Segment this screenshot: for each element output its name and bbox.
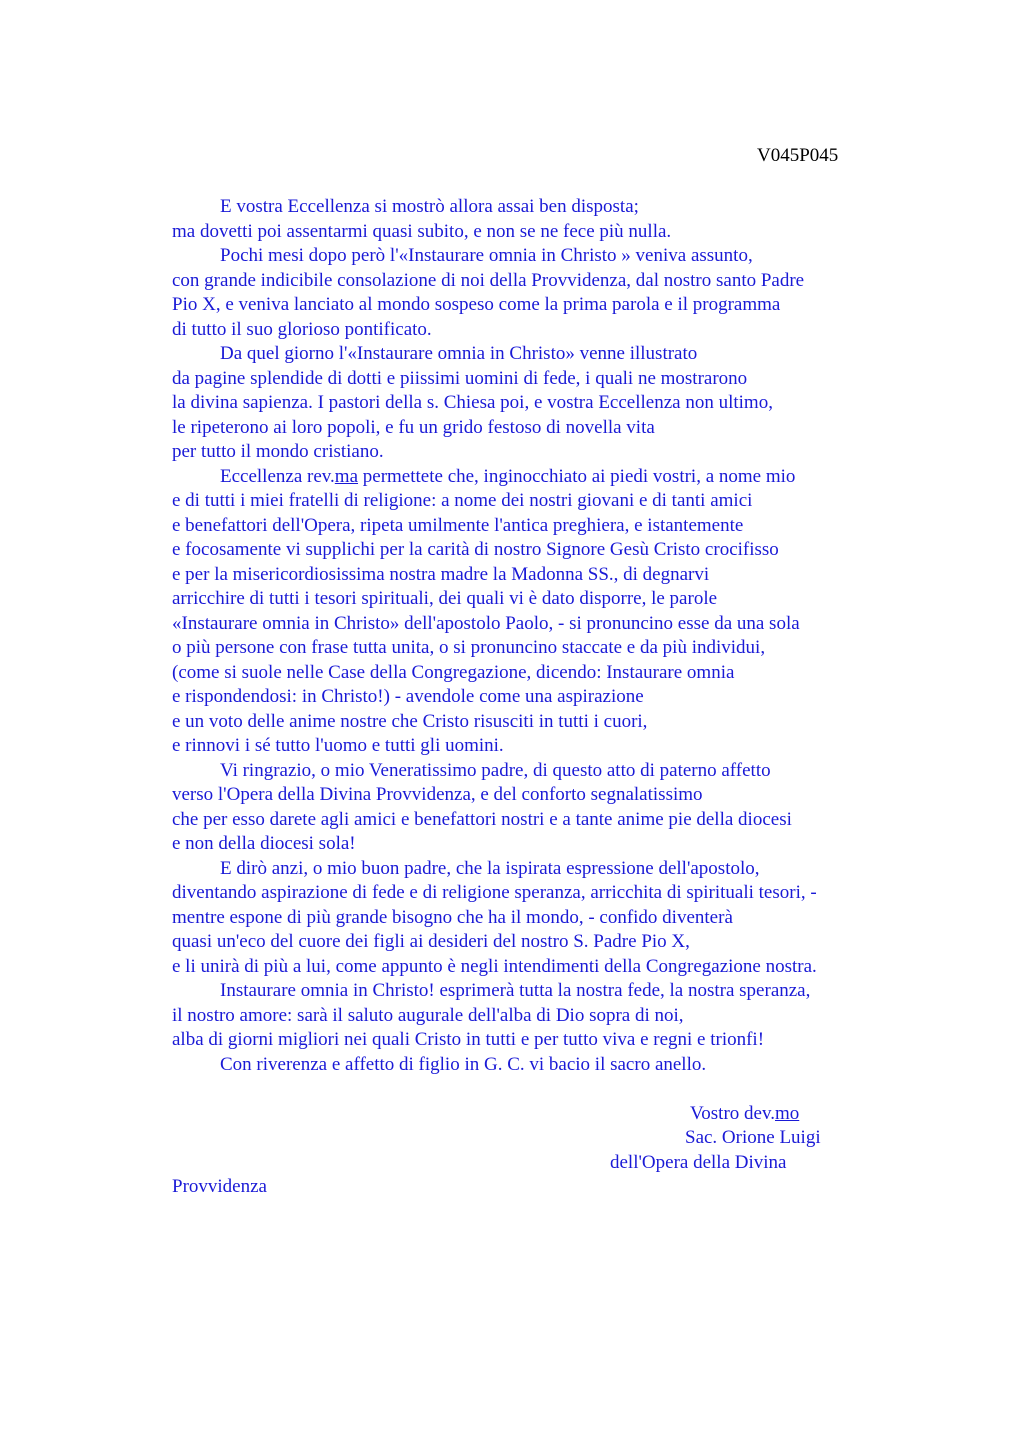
text-line: e di tutti i miei fratelli di religione: a nome dei nostri giovani e di tanti amici xyxy=(172,490,753,511)
text-line: o più persone con frase tutta unita, o si pronuncino staccate e da più individui, xyxy=(172,637,766,658)
text-line: arricchire di tutti i tesori spirituali, dei quali vi è dato disporre, le parole xyxy=(172,588,718,609)
text-line: e non della diocesi sola! xyxy=(172,833,356,854)
text-line: Instaurare omnia in Christo! esprimerà tutta la nostra fede, la nostra speranza, xyxy=(220,980,811,1001)
text-line: le ripeterono ai loro popoli, e fu un grido festoso di novella vita xyxy=(172,416,655,438)
text-line: e un voto delle anime nostre che Cristo risusciti in tutti i cuori, xyxy=(172,710,648,732)
text-fragment: Vostro dev. xyxy=(690,1102,775,1124)
blank-line xyxy=(172,1077,892,1102)
text-line: di tutto il suo glorioso pontificato. xyxy=(172,318,432,340)
text-line: mentre espone di più grande bisogno che ha il mondo, - confido diventerà xyxy=(172,906,733,928)
signature-closing xyxy=(172,1102,892,1127)
text-line: e focosamente vi supplichi per la carità di nostro Signore Gesù Cristo crocifisso xyxy=(172,539,779,560)
text-line: e rinnovi i sé tutto l'uomo e tutti gli uomini. xyxy=(172,735,504,756)
text-line: «Instaurare omnia in Christo» dell'apostolo Paolo, - si pronuncino esse da una sola xyxy=(172,612,800,634)
text-line: verso l'Opera della Divina Provvidenza, e del conforto segnalatissimo xyxy=(172,784,703,805)
page-code: V045P045 xyxy=(757,145,839,166)
text-line: E vostra Eccellenza si mostrò allora assai ben disposta; xyxy=(220,196,639,217)
signature-name: Sac. Orione Luigi xyxy=(685,1127,821,1148)
letter-body xyxy=(172,195,892,1200)
text-line: Vi ringrazio, o mio Veneratissimo padre, di questo atto di paterno affetto xyxy=(220,759,771,781)
text-line: e benefattori dell'Opera, ripeta umilmente l'antica preghiera, e istantemente xyxy=(172,514,744,536)
signature-org-continued: Provvidenza xyxy=(172,1176,267,1197)
text-line: e per la misericordiosissima nostra madre la Madonna SS., di degnarvi xyxy=(172,563,710,585)
text-line: che per esso darete agli amici e benefattori nostri e a tante anime pie della diocesi xyxy=(172,808,792,830)
text-line: ma dovetti poi assentarmi quasi subito, e non se ne fece più nulla. xyxy=(172,220,672,242)
text-fragment: permettete che, inginocchiato ai piedi vostri, a nome mio xyxy=(358,465,796,487)
text-line: Da quel giorno l'«Instaurare omnia in Christo» venne illustrato xyxy=(220,343,698,364)
signature-org: dell'Opera della Divina xyxy=(610,1151,787,1173)
text-line: quasi un'eco del cuore dei figli ai desideri del nostro S. Padre Pio X, xyxy=(172,931,690,952)
text-line: alba di giorni migliori nei quali Cristo in tutti e per tutto viva e regni e trionfi! xyxy=(172,1029,765,1050)
text-line: diventando aspirazione di fede e di religione speranza, arricchita di spirituali tesori, - xyxy=(172,882,817,903)
text-line: per tutto il mondo cristiano. xyxy=(172,441,384,462)
text-line-eccellenza xyxy=(172,465,892,490)
text-line: Pio X, e veniva lanciato al mondo sospeso come la prima parola e il programma xyxy=(172,294,781,315)
text-line: Con riverenza e affetto di figlio in G. C. vi bacio il sacro anello. xyxy=(220,1053,707,1075)
text-line: (come si suole nelle Case della Congregazione, dicendo: Instaurare omnia xyxy=(172,661,735,683)
abbreviation-suffix: ma xyxy=(334,465,359,487)
text-line: il nostro amore: sarà il saluto augurale dell'alba di Dio sopra di noi, xyxy=(172,1004,684,1026)
text-line: E dirò anzi, o mio buon padre, che la ispirata espressione dell'apostolo, xyxy=(220,857,760,879)
abbreviation-suffix: mo xyxy=(774,1102,800,1124)
text-line: e li unirà di più a lui, come appunto è negli intendimenti della Congregazione nostra. xyxy=(172,955,817,977)
text-line: da pagine splendide di dotti e piissimi uomini di fede, i quali ne mostrarono xyxy=(172,367,748,389)
text-line: con grande indicibile consolazione di noi della Provvidenza, dal nostro santo Padre xyxy=(172,269,805,291)
text-line: e rispondendosi: in Christo!) - avendole come una aspirazione xyxy=(172,686,644,707)
text-line: Pochi mesi dopo però l'«Instaurare omnia in Christo » veniva assunto, xyxy=(220,245,753,266)
text-fragment: Eccellenza rev. xyxy=(220,465,335,487)
text-line: la divina sapienza. I pastori della s. Chiesa poi, e vostra Eccellenza non ultimo, xyxy=(172,392,773,413)
